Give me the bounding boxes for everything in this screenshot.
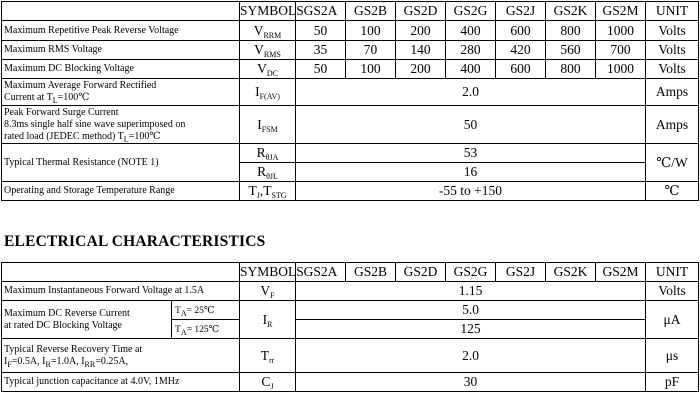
value-cell: 200 <box>396 21 446 41</box>
unit-cell: ℃ <box>646 182 699 201</box>
value-cell: 16 <box>296 163 646 182</box>
section-title: ELECTRICAL CHARACTERISTICS <box>4 233 266 250</box>
header-unit: UNIT <box>646 2 699 21</box>
header-gs2b: GS2B <box>346 2 396 21</box>
header-gs2a: GS2A <box>296 2 346 21</box>
value-cell: 600 <box>496 21 546 41</box>
value-cell: 53 <box>296 144 646 163</box>
symbol-cell: $R_{\theta JA}$ <box>240 144 296 163</box>
header-gs2d: GS2D <box>396 2 446 21</box>
value-cell: 125 <box>296 320 646 339</box>
table-row <box>2 282 699 301</box>
value-cell: 600 <box>496 60 546 79</box>
header-symbols: SYMBOLS <box>240 2 296 21</box>
row-label: Maximum Repetitive Peak Reverse Voltage <box>2 21 240 41</box>
table-row <box>2 21 699 41</box>
value-cell: 35 <box>296 41 346 60</box>
symbol-cell: $I_{FSM}$ <box>240 106 296 144</box>
value-cell: 800 <box>546 60 596 79</box>
electrical-characteristics-table <box>1 262 699 392</box>
value-cell: 1.15 <box>296 282 646 301</box>
row-label: Maximum Instantaneous Forward Voltage at 1.5A <box>2 282 240 301</box>
row-label: Maximum DC Blocking Voltage <box>2 60 240 79</box>
header-symbols: SYMBOLS <box>240 263 296 282</box>
value-cell: 1000 <box>596 60 646 79</box>
row-label: Typical Thermal Resistance (NOTE 1) <box>2 144 240 182</box>
value-cell: 560 <box>546 41 596 60</box>
unit-cell: Volts <box>646 41 699 60</box>
header-blank <box>2 263 240 282</box>
value-cell: 50 <box>296 60 346 79</box>
value-cell: 400 <box>446 21 496 41</box>
symbol-cell: $R_{\theta JL}$ <box>240 163 296 182</box>
value-cell: 420 <box>496 41 546 60</box>
header-gs2b: GS2B <box>346 263 396 282</box>
value-cell: 800 <box>546 21 596 41</box>
value-cell: 2.0 <box>296 79 646 106</box>
value-cell: 100 <box>346 21 396 41</box>
table-row <box>2 301 699 320</box>
symbol-cell: $T_{rr}$ <box>240 339 296 373</box>
value-cell: 100 <box>346 60 396 79</box>
value-cell: 50 <box>296 21 346 41</box>
row-label: Operating and Storage Temperature Range <box>2 182 240 201</box>
value-cell: 50 <box>296 106 646 144</box>
header-gs2m: GS2M <box>596 263 646 282</box>
header-blank <box>2 2 240 21</box>
symbol-cell: $C_J$ <box>240 373 296 392</box>
symbol-cell: $I_{F(AV)}$ <box>240 79 296 106</box>
unit-cell: ℃/W <box>646 144 699 182</box>
value-cell: -55 to +150 <box>296 182 646 201</box>
table-row <box>2 182 699 201</box>
maximum-ratings-table <box>1 1 699 201</box>
table-row <box>2 41 699 60</box>
table-row <box>2 60 699 79</box>
row-label: Maximum RMS Voltage <box>2 41 240 60</box>
header-gs2d: GS2D <box>396 263 446 282</box>
symbol-cell: $I_R$ <box>240 301 296 339</box>
header-row <box>2 2 699 21</box>
value-cell: 1000 <box>596 21 646 41</box>
header-gs2j: GS2J <box>496 263 546 282</box>
header-row <box>2 263 699 282</box>
unit-cell: Amps <box>646 79 699 106</box>
table-row <box>2 79 699 106</box>
header-gs2g: GS2G <box>446 263 496 282</box>
header-unit: UNIT <box>646 263 699 282</box>
value-cell: 140 <box>396 41 446 60</box>
header-gs2m: GS2M <box>596 2 646 21</box>
row-label: Maximum DC Reverse Current at rated DC Blocking Voltage <box>2 301 172 339</box>
unit-cell: Volts <box>646 60 699 79</box>
header-gs2k: GS2K <box>546 263 596 282</box>
value-cell: 70 <box>346 41 396 60</box>
row-label: Peak Forward Surge Current 8.3ms single half sine wave superimposed on rated load (JEDEC method) $T_L=100℃$ <box>2 106 240 144</box>
row-label: Maximum Average Forward Rectified Current at $T_L=100℃$ <box>2 79 240 106</box>
unit-cell: μs <box>646 339 699 373</box>
row-label: Typical junction capacitance at 4.0V, 1MHz <box>2 373 240 392</box>
unit-cell: Volts <box>646 282 699 301</box>
unit-cell: pF <box>646 373 699 392</box>
value-cell: 30 <box>296 373 646 392</box>
value-cell: 2.0 <box>296 339 646 373</box>
table-row <box>2 373 699 392</box>
value-cell: 5.0 <box>296 301 646 320</box>
unit-cell: Volts <box>646 21 699 41</box>
symbol-cell: $V_{RMS}$ <box>240 41 296 60</box>
row-label: Typical Reverse Recovery Time at $I_F=0.5A$, $I_R=1.0A$, $I_{RR}=0.25A$, <box>2 339 240 373</box>
symbol-cell: $T_J,T_{STG}$ <box>240 182 296 201</box>
value-cell: 700 <box>596 41 646 60</box>
header-gs2k: GS2K <box>546 2 596 21</box>
symbol-cell: $V_F$ <box>240 282 296 301</box>
table-row <box>2 144 699 163</box>
symbol-cell: $V_{RRM}$ <box>240 21 296 41</box>
condition-cell: $T_A=$ 25℃ <box>172 301 240 320</box>
value-cell: 200 <box>396 60 446 79</box>
table-row <box>2 106 699 144</box>
value-cell: 400 <box>446 60 496 79</box>
header-gs2a: GS2A <box>296 263 346 282</box>
header-gs2j: GS2J <box>496 2 546 21</box>
unit-cell: Amps <box>646 106 699 144</box>
table-row <box>2 339 699 373</box>
symbol-cell: $V_{DC}$ <box>240 60 296 79</box>
condition-cell: $T_A=$ 125℃ <box>172 320 240 339</box>
value-cell: 280 <box>446 41 496 60</box>
header-gs2g: GS2G <box>446 2 496 21</box>
unit-cell: μA <box>646 301 699 339</box>
